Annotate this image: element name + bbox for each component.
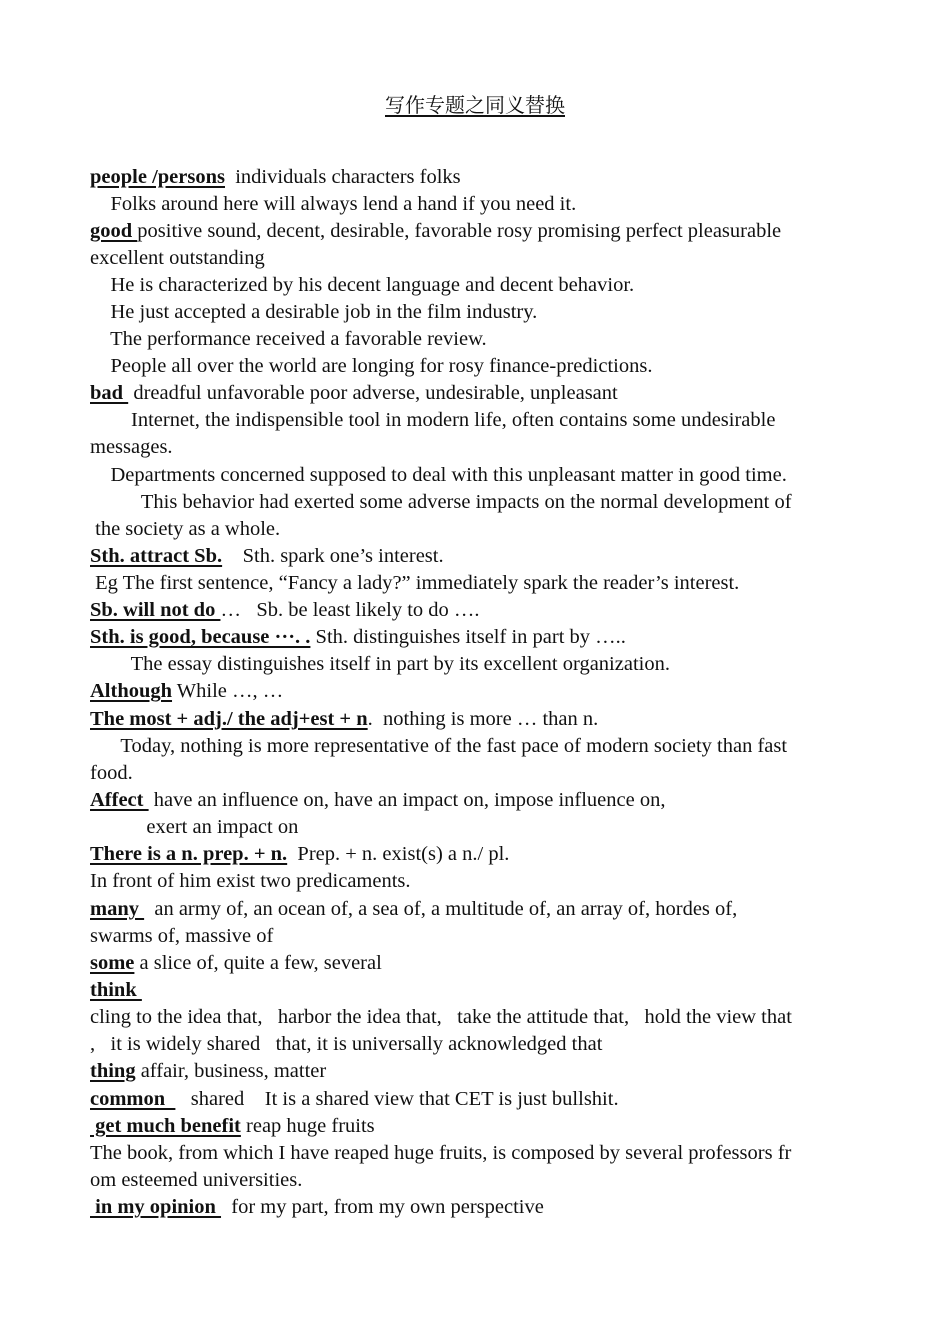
- keyword: in my opinion: [90, 1196, 222, 1218]
- keyword: think: [90, 979, 142, 1001]
- entry-many: [90, 896, 737, 923]
- text-line: excellent outstanding: [90, 247, 265, 269]
- keyword: many: [90, 898, 145, 920]
- text-line: messages.: [90, 436, 173, 458]
- example-line: The book, from which I have reaped huge fruits, is composed by several professors fr: [90, 1142, 792, 1164]
- example-line: He just accepted a desirable job in the film industry.: [90, 301, 538, 323]
- example-line: People all over the world are longing for rosy finance-predictions.: [90, 355, 653, 377]
- example-line: He is characterized by his decent language and decent behavior.: [90, 274, 635, 296]
- synonyms: Prep. + n. exist(s) a n./ pl.: [287, 843, 510, 865]
- keyword: people /persons: [90, 166, 225, 188]
- keyword: Affect: [90, 789, 149, 811]
- synonyms: shared It is a shared view that CET is just bullshit.: [175, 1088, 619, 1110]
- entry-there-is: [90, 841, 509, 868]
- text-line: food.: [90, 762, 133, 784]
- keyword: bad: [90, 382, 129, 404]
- example-line: This behavior had exerted some adverse impacts on the normal development of: [90, 491, 792, 513]
- synonyms: a slice of, quite a few, several: [134, 952, 382, 974]
- entry-common: [90, 1086, 619, 1113]
- synonyms: an army of, an ocean of, a sea of, a multitude of, an array of, hordes of,: [144, 898, 738, 920]
- page-title: 写作专题之同义替换: [385, 93, 565, 117]
- synonyms: Sth. distinguishes itself in part by …..: [310, 626, 626, 648]
- text-line: the society as a whole.: [90, 518, 281, 540]
- keyword: get much benefit: [90, 1115, 241, 1137]
- synonyms: While …, …: [172, 680, 284, 702]
- keyword: some: [90, 952, 135, 974]
- keyword: Sth. attract Sb.: [90, 545, 223, 567]
- entry-think: [90, 977, 142, 1004]
- entry-although: [90, 678, 283, 705]
- entry-the-most: [90, 706, 598, 733]
- synonyms: have an influence on, have an impact on, impose influence on,: [148, 789, 666, 811]
- synonyms: positive sound, decent, desirable, favorable rosy promising perfect pleasurable: [137, 220, 782, 242]
- example-line: Today, nothing is more representative of the fast pace of modern society than fast: [90, 735, 788, 757]
- entry-bad: [90, 380, 618, 407]
- keyword: There is a n. prep. + n.: [90, 843, 288, 865]
- entry-will-not-do: [90, 597, 480, 624]
- example-line: Departments concerned supposed to deal with this unpleasant matter in good time.: [90, 464, 787, 486]
- text-line: , it is widely shared that, it is universally acknowledged that: [90, 1033, 603, 1055]
- entry-some: [90, 950, 382, 977]
- entry-people: [90, 164, 461, 191]
- keyword: thing: [90, 1060, 136, 1082]
- entry-good: [90, 218, 781, 245]
- example-line: Folks around here will always lend a hand if you need it.: [90, 193, 577, 215]
- synonyms: dreadful unfavorable poor adverse, undesirable, unpleasant: [128, 382, 618, 404]
- keyword: common: [90, 1088, 176, 1110]
- keyword: Although: [90, 680, 173, 702]
- synonyms: reap huge fruits: [240, 1115, 375, 1137]
- example-line: Internet, the indispensible tool in modern life, often contains some undesirable: [90, 409, 776, 431]
- keyword: The most + adj./ the adj+est + n: [90, 708, 368, 730]
- synonyms: for my part, from my own perspective: [221, 1196, 544, 1218]
- entry-affect: [90, 787, 665, 814]
- synonyms: … Sb. be least likely to do ….: [220, 599, 480, 621]
- entry-benefit: [90, 1113, 375, 1140]
- keyword: good: [90, 220, 138, 242]
- example-line: The performance received a favorable review.: [90, 328, 487, 350]
- text-line: exert an impact on: [90, 816, 299, 838]
- example-line: The essay distinguishes itself in part by its excellent organization.: [90, 653, 670, 675]
- example-line: Eg The first sentence, “Fancy a lady?” immediately spark the reader’s interest.: [90, 572, 740, 594]
- keyword: Sb. will not do: [90, 599, 221, 621]
- entry-is-good: [90, 624, 626, 651]
- text-line: cling to the idea that, harbor the idea that, take the attitude that, hold the view that: [90, 1006, 792, 1028]
- text-line: swarms of, massive of: [90, 925, 274, 947]
- entry-attract: [90, 543, 444, 570]
- entry-opinion: [90, 1194, 544, 1221]
- text-line: om esteemed universities.: [90, 1169, 303, 1191]
- synonyms: Sth. spark one’s interest.: [222, 545, 444, 567]
- synonyms: individuals characters folks: [224, 166, 461, 188]
- keyword: Sth. is good, because ···. .: [90, 626, 311, 648]
- synonyms: . nothing is more … than n.: [367, 708, 599, 730]
- entry-thing: [90, 1058, 326, 1085]
- example-line: In front of him exist two predicaments.: [90, 870, 411, 892]
- synonyms: affair, business, matter: [135, 1060, 327, 1082]
